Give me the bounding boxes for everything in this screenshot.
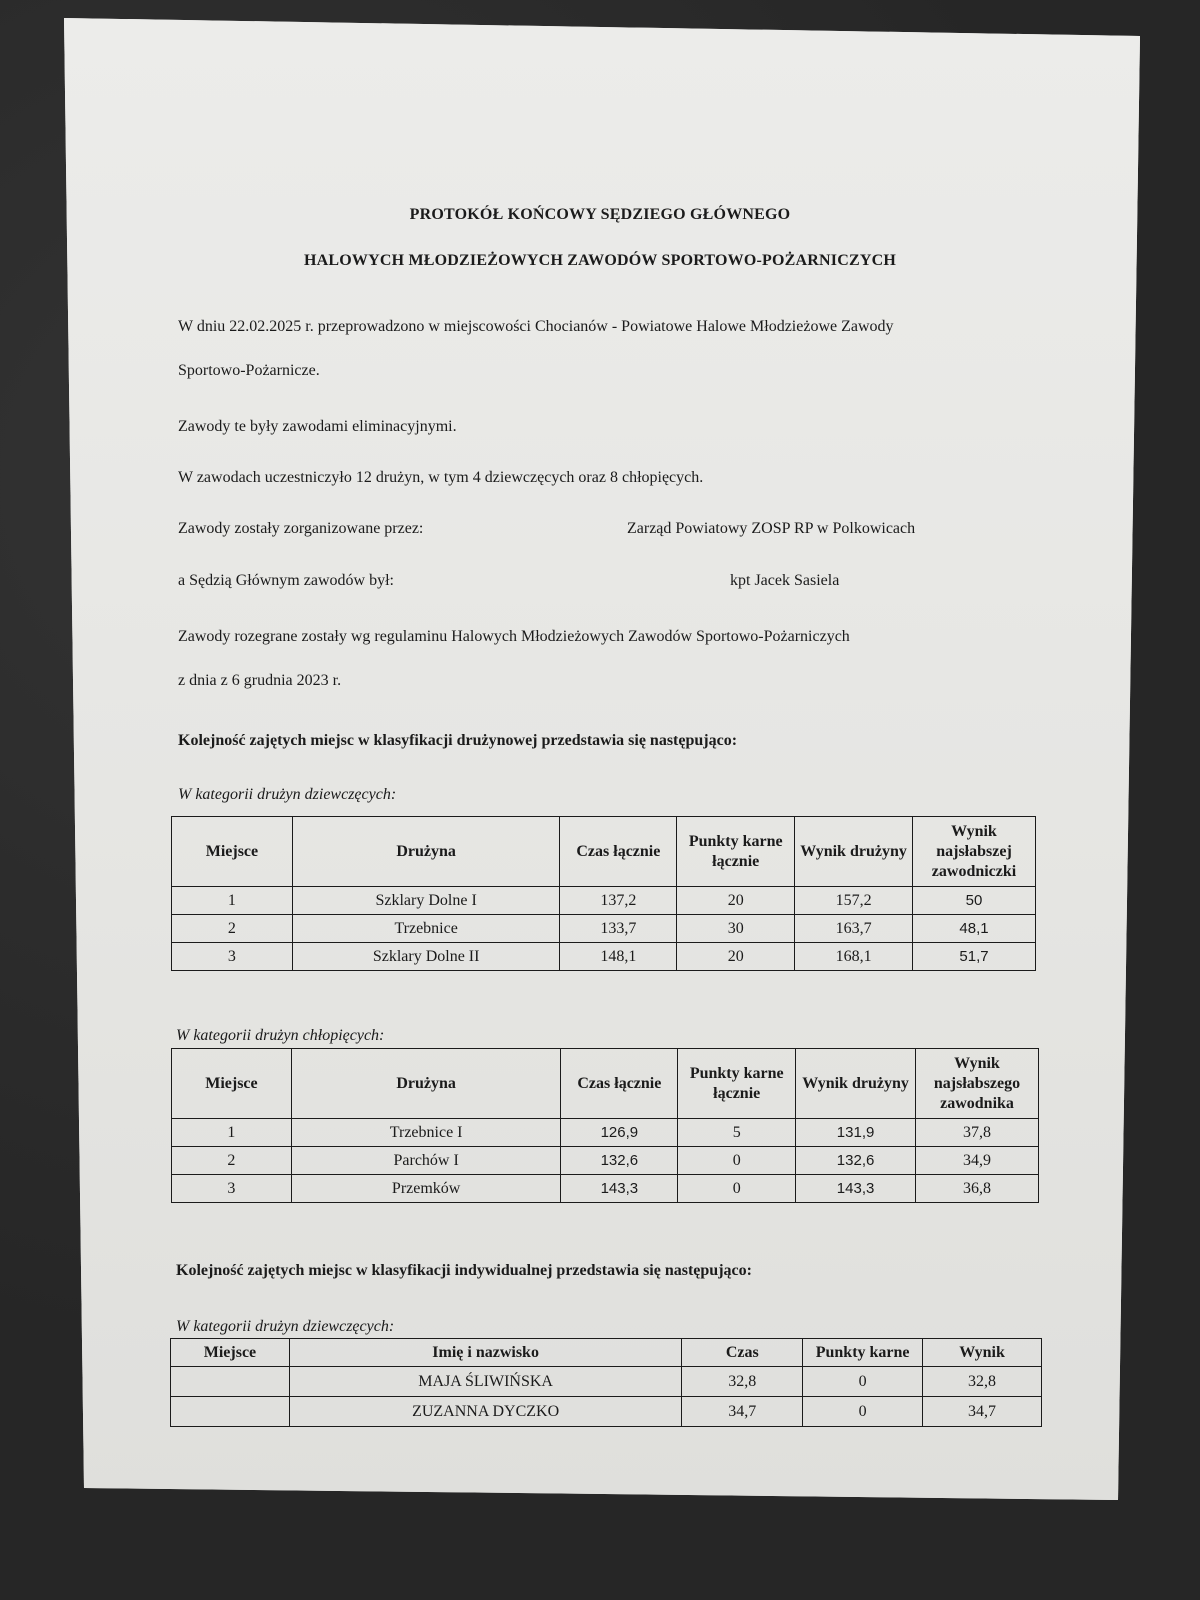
header-cell: Miejsce [172,817,293,887]
header-cell: Miejsce [172,1049,292,1119]
participants-text: W zawodach uczestniczyło 12 drużyn, w tym 4 dziewczęcych oraz 8 chłopięcych. [178,469,704,486]
individual-girls-table [170,1338,1042,1427]
team-cell: Parchów I [291,1147,561,1175]
time-cell: 132,6 [561,1147,678,1175]
place-cell: 3 [172,1175,292,1203]
time-cell: 34,7 [682,1397,803,1427]
header-cell: Punkty karne łącznie [678,1049,796,1119]
table-row [172,943,1036,971]
document-subtitle: HALOWYCH MŁODZIEŻOWYCH ZAWODÓW SPORTOWO-POŻARNICZYCH [304,252,896,269]
weakest-cell: 51,7 [913,943,1036,971]
time-cell: 148,1 [560,943,677,971]
header-cell: Miejsce [171,1339,290,1367]
penalty-cell: 0 [803,1397,923,1427]
team-cell: Trzebnice [292,915,560,943]
place-cell [171,1397,290,1427]
team-boys-caption: W kategorii drużyn chłopięcych: [176,1027,385,1044]
time-cell: 126,9 [561,1119,678,1147]
team-cell: Szklary Dolne I [292,887,560,915]
header-cell: Czas [682,1339,803,1367]
team-girls-caption: W kategorii drużyn dziewczęcych: [178,786,397,803]
intro-line-2: Sportowo-Pożarnicze. [178,362,320,379]
result-cell: 157,2 [795,887,913,915]
weakest-cell: 37,8 [916,1119,1039,1147]
weakest-cell: 36,8 [916,1175,1039,1203]
place-cell: 2 [172,915,293,943]
header-cell: Wynik drużyny [795,817,913,887]
table-row [171,1397,1042,1427]
header-cell: Wynik [923,1339,1042,1367]
weakest-cell: 34,9 [916,1147,1039,1175]
table-header-row [171,1339,1042,1367]
intro-line-1: W dniu 22.02.2025 r. przeprowadzono w miejscowości Chocianów - Powiatowe Halowe Młodzieżowe Zawody [178,318,894,335]
header-cell: Punkty karne [803,1339,923,1367]
name-cell: MAJA ŚLIWIŃSKA [289,1367,681,1397]
table-header-row [172,1049,1039,1119]
result-cell: 132,6 [796,1147,916,1175]
time-cell: 133,7 [560,915,677,943]
table-row [171,1367,1042,1397]
penalty-cell: 5 [678,1119,796,1147]
table-row [172,1175,1039,1203]
time-cell: 143,3 [561,1175,678,1203]
penalty-cell: 20 [677,887,795,915]
judge-value: kpt Jacek Sasiela [730,572,840,589]
header-cell: Czas łącznie [560,817,677,887]
team-cell: Trzebnice I [291,1119,561,1147]
weakest-cell: 48,1 [913,915,1036,943]
result-cell: 143,3 [796,1175,916,1203]
team-girls-table [171,816,1036,971]
place-cell: 3 [172,943,293,971]
organizer-label: Zawody zostały zorganizowane przez: [178,520,424,537]
header-cell: Drużyna [292,817,560,887]
eliminations-text: Zawody te były zawodami eliminacyjnymi. [178,418,457,435]
header-cell: Wynik drużyny [796,1049,916,1119]
penalty-cell: 0 [803,1367,923,1397]
name-cell: ZUZANNA DYCZKO [289,1397,681,1427]
result-cell: 168,1 [795,943,913,971]
result-cell: 34,7 [923,1397,1042,1427]
header-cell: Czas łącznie [561,1049,678,1119]
organizer-value: Zarząd Powiatowy ZOSP RP w Polkowicach [627,520,916,537]
table-header-row [172,817,1036,887]
team-boys-table [171,1048,1039,1203]
team-classification-heading: Kolejność zajętych miejsc w klasyfikacji drużynowej przedstawia się następująco: [178,732,738,749]
header-cell: Imię i nazwisko [289,1339,681,1367]
individual-classification-heading: Kolejność zajętych miejsc w klasyfikacji indywidualnej przedstawia się następująco: [176,1262,752,1279]
table-row [172,887,1036,915]
result-cell: 131,9 [796,1119,916,1147]
rules-line-2: z dnia z 6 grudnia 2023 r. [178,672,342,689]
place-cell: 1 [172,887,293,915]
place-cell: 1 [172,1119,292,1147]
penalty-cell: 20 [677,943,795,971]
place-cell: 2 [172,1147,292,1175]
header-cell: Wynik najsłabszej zawodniczki [913,817,1036,887]
table-row [172,915,1036,943]
table-row [172,1147,1039,1175]
result-cell: 32,8 [923,1367,1042,1397]
penalty-cell: 0 [678,1147,796,1175]
team-cell: Przemków [291,1175,561,1203]
penalty-cell: 0 [678,1175,796,1203]
document-title: PROTOKÓŁ KOŃCOWY SĘDZIEGO GŁÓWNEGO [409,206,791,223]
header-cell: Drużyna [291,1049,561,1119]
time-cell: 32,8 [682,1367,803,1397]
penalty-cell: 30 [677,915,795,943]
header-cell: Wynik najsłabszego zawodnika [916,1049,1039,1119]
weakest-cell: 50 [913,887,1036,915]
table-row [172,1119,1039,1147]
individual-girls-caption: W kategorii drużyn dziewczęcych: [176,1318,395,1335]
judge-label: a Sędzią Głównym zawodów był: [178,572,394,589]
place-cell [171,1367,290,1397]
team-cell: Szklary Dolne II [292,943,560,971]
time-cell: 137,2 [560,887,677,915]
result-cell: 163,7 [795,915,913,943]
header-cell: Punkty karne łącznie [677,817,795,887]
rules-line-1: Zawody rozegrane zostały wg regulaminu Halowych Młodzieżowych Zawodów Sportowo-Pożarniczych [178,628,850,645]
